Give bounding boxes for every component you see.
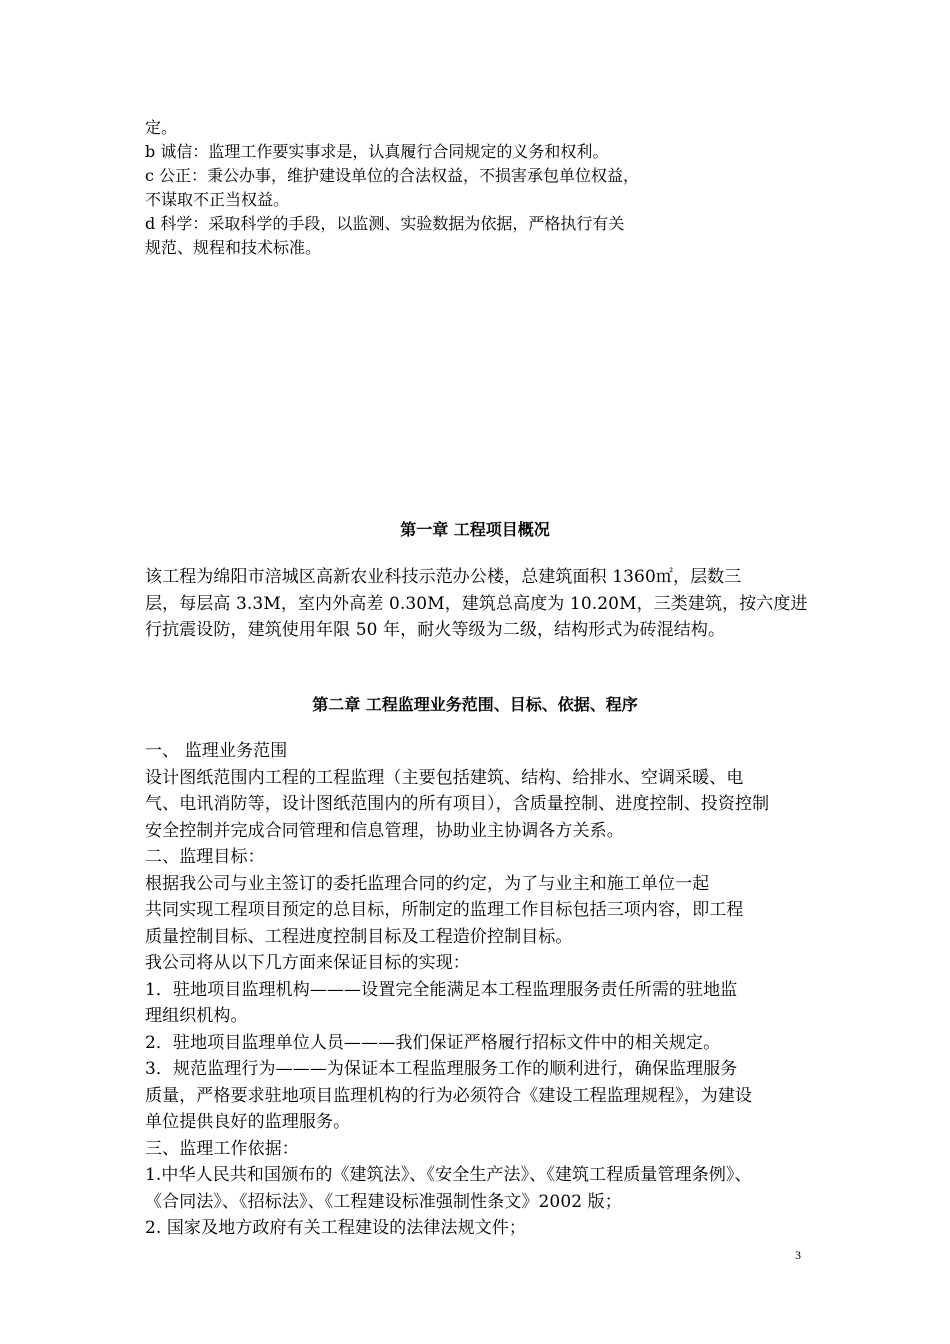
text-line: 气、电讯消防等，设计图纸范围内的所有项目），含质量控制、进度控制、投资控制 <box>145 794 770 814</box>
text-line: 根据我公司与业主签订的委托监理合同的约定，为了与业主和施工单位一起 <box>145 873 710 894</box>
chapter2-body <box>145 738 810 1242</box>
text-line: 我公司将从以下几方面来保证目标的实现： <box>145 953 470 973</box>
text-line: 《合同法》、《招标法》、《工程建设标准强制性条文》2002 版； <box>145 1191 622 1212</box>
text-line: 质量，严格要求驻地项目监理机构的行为必须符合《建设工程监理规程》，为建设 <box>145 1085 753 1106</box>
chapter1-title: 第一章 工程项目概况 <box>400 520 550 539</box>
text-line: 层，每层高 3.3M，室内外高差 0.30M，建筑总高度为 10.20M，三类建筑，按六度进 <box>145 593 808 614</box>
text-line: 二、监理目标： <box>145 847 265 867</box>
text-line: b 诚信：监理工作要实事求是，认真履行合同规定的义务和权利。 <box>145 142 609 161</box>
chapter1-body <box>145 564 810 644</box>
text-line: 3．规范监理行为———为保证本工程监理服务工作的顺利进行，确保监理服务 <box>145 1059 738 1079</box>
text-line: 共同实现工程项目预定的总目标，所制定的监理工作目标包括三项内容，即工程 <box>145 900 744 920</box>
page-number: 3 <box>795 1248 801 1262</box>
text-line: c 公正：秉公办事，维护建设单位的合法权益，不损害承包单位权益， <box>145 166 640 185</box>
text-line: 2. 国家及地方政府有关工程建设的法律法规文件； <box>145 1218 527 1238</box>
text-line: 1．驻地项目监理机构———设置完全能满足本工程监理服务责任所需的驻地监 <box>145 979 738 1000</box>
text-line: 不谋取不正当权益。 <box>145 190 290 209</box>
text-line: 质量控制目标、工程进度控制目标及工程造价控制目标。 <box>145 926 573 947</box>
text-line: 该工程为绵阳市涪城区高新农业科技示范办公楼，总建筑面积 1360㎡，层数三 <box>145 567 742 587</box>
principles-section <box>145 116 810 260</box>
text-line: 三、监理工作依据： <box>145 1138 299 1159</box>
text-line: 2．驻地项目监理单位人员———我们保证严格履行招标文件中的相关规定。 <box>145 1032 721 1053</box>
chapter2-title: 第二章 工程监理业务范围、目标、依据、程序 <box>312 695 638 714</box>
text-line: 行抗震设防，建筑使用年限 50 年，耐火等级为二级，结构形式为砖混结构。 <box>145 620 726 640</box>
text-line: 理组织机构。 <box>145 1006 248 1026</box>
text-line: 单位提供良好的监理服务。 <box>145 1112 351 1132</box>
text-line: 1.中华人民共和国颁布的《建筑法》、《安全生产法》、《建筑工程质量管理条例》、 <box>145 1165 752 1185</box>
text-line: 定。 <box>145 118 178 137</box>
text-line: d 科学：采取科学的手段，以监测、实验数据为依据，严格执行有关 <box>145 214 625 233</box>
text-line: 设计图纸范围内工程的工程监理（主要包括建筑、结构、给排水、空调采暖、电 <box>145 767 744 788</box>
text-line: 一、 监理业务范围 <box>145 741 288 761</box>
text-line: 规范、规程和技术标准。 <box>145 238 322 257</box>
text-line: 安全控制并完成合同管理和信息管理，协助业主协调各方关系。 <box>145 820 624 841</box>
